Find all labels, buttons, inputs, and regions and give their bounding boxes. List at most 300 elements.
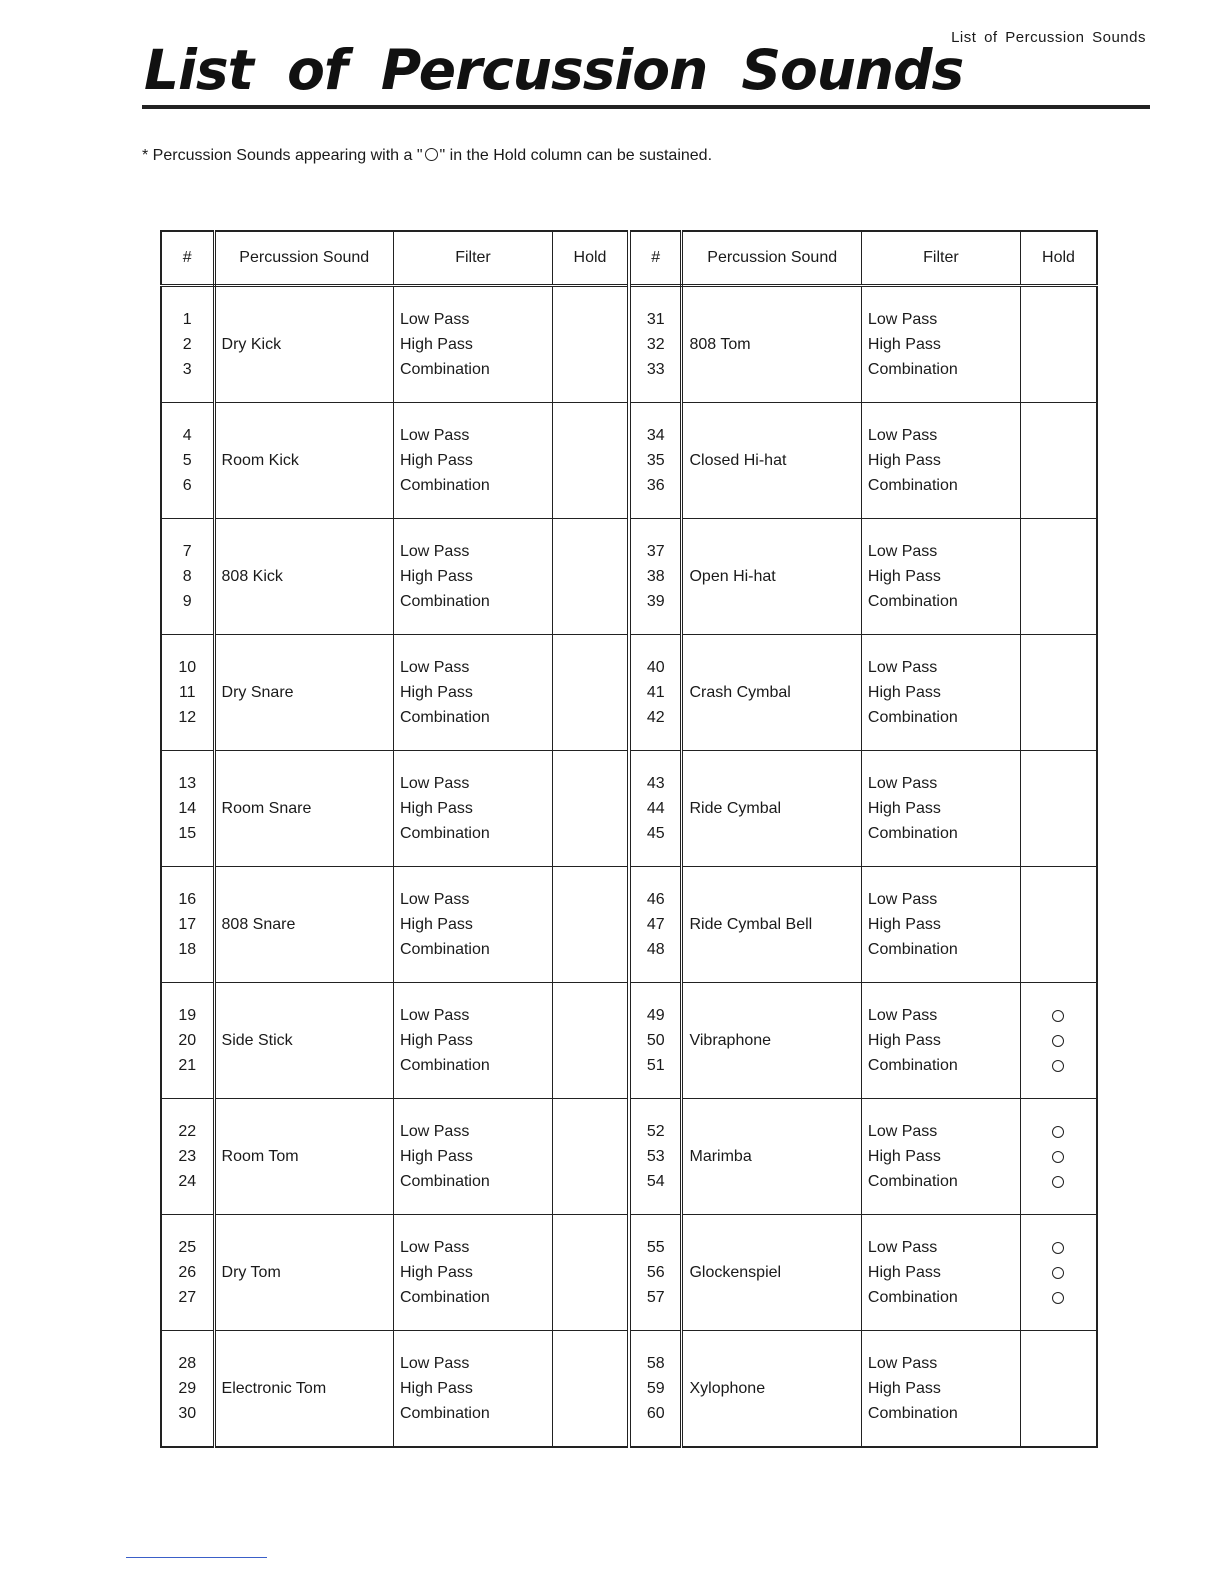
sound-number: 6 — [182, 477, 192, 494]
filter-type: High Pass — [399, 800, 473, 817]
hold-slot — [553, 887, 627, 912]
sound-name-cell — [214, 751, 393, 867]
sound-numbers-cell — [161, 751, 214, 867]
hold-slot — [553, 937, 627, 962]
filter-type: Combination — [399, 941, 490, 958]
filter-cell — [861, 1099, 1020, 1215]
hold-slot — [553, 705, 627, 730]
hold-slot — [553, 1144, 627, 1169]
filter-type: Low Pass — [867, 775, 938, 792]
sound-name: Side Stick — [221, 1031, 293, 1049]
hold-slot — [1021, 473, 1096, 498]
filter-type: High Pass — [867, 1264, 941, 1281]
sound-number: 9 — [182, 593, 192, 610]
sound-name: Closed Hi-hat — [689, 451, 787, 469]
hold-slot — [553, 473, 627, 498]
filter-cell — [393, 1099, 552, 1215]
filter-type: Combination — [867, 941, 958, 958]
sound-number: 4 — [182, 427, 192, 444]
sound-number: 20 — [178, 1032, 197, 1049]
hold-slot — [553, 448, 627, 473]
sound-numbers-cell — [161, 1099, 214, 1215]
sound-numbers-cell — [161, 867, 214, 983]
hold-slot — [553, 1028, 627, 1053]
filter-type: Combination — [399, 1173, 490, 1190]
filter-type: High Pass — [399, 1380, 473, 1397]
sound-number: 15 — [178, 825, 197, 842]
sound-name-cell — [682, 1215, 861, 1331]
sound-number: 58 — [646, 1355, 665, 1372]
sound-number: 22 — [178, 1123, 197, 1140]
sound-name: Dry Tom — [221, 1263, 281, 1281]
filter-type: High Pass — [399, 684, 473, 701]
sound-name-cell — [682, 751, 861, 867]
hold-slot — [553, 821, 627, 846]
sound-name: Glockenspiel — [689, 1263, 782, 1281]
sound-number: 44 — [646, 800, 665, 817]
hold-cell — [1020, 635, 1097, 751]
hold-slot — [1021, 705, 1096, 730]
filter-cell — [393, 1215, 552, 1331]
filter-type: High Pass — [867, 1380, 941, 1397]
sound-number: 23 — [178, 1148, 197, 1165]
sound-number: 45 — [646, 825, 665, 842]
filter-type: Low Pass — [867, 659, 938, 676]
hold-slot — [1021, 821, 1096, 846]
sound-name-cell — [682, 286, 861, 403]
hold-slot — [553, 1053, 627, 1078]
filter-type: Combination — [867, 825, 958, 842]
sound-number: 11 — [178, 684, 196, 701]
sound-number: 18 — [178, 941, 197, 958]
filter-cell — [861, 1331, 1020, 1448]
sound-number: 40 — [646, 659, 665, 676]
hold-slot — [553, 771, 627, 796]
title-rule — [142, 105, 1150, 109]
sound-number: 24 — [178, 1173, 197, 1190]
filter-type: High Pass — [867, 1032, 941, 1049]
sound-number: 10 — [178, 659, 197, 676]
sound-number: 12 — [178, 709, 197, 726]
sound-name: Marimba — [689, 1147, 752, 1165]
hold-slot — [1021, 655, 1096, 680]
hold-cell — [553, 867, 629, 983]
hold-slot — [553, 912, 627, 937]
running-head: List of Percussion Sounds — [951, 29, 1146, 46]
sound-number: 31 — [646, 311, 665, 328]
hold-circle-icon — [1052, 1010, 1064, 1022]
filter-type: Combination — [399, 593, 490, 610]
filter-cell — [393, 403, 552, 519]
table-row — [161, 1215, 1097, 1331]
hold-slot — [553, 1003, 627, 1028]
hold-slot — [1021, 332, 1096, 357]
hold-slot — [1021, 1053, 1096, 1078]
filter-type: Combination — [867, 361, 958, 378]
sound-name-cell — [682, 1099, 861, 1215]
hold-cell — [553, 751, 629, 867]
hold-slot — [1021, 307, 1096, 332]
hold-cell — [553, 286, 629, 403]
filter-type: Combination — [399, 477, 490, 494]
filter-type: High Pass — [399, 1148, 473, 1165]
hold-slot — [1021, 796, 1096, 821]
sound-number: 56 — [646, 1264, 665, 1281]
sound-name: Dry Snare — [221, 683, 294, 701]
sound-name: Room Snare — [221, 799, 312, 817]
sound-name-cell — [214, 1331, 393, 1448]
column-header-hold: Hold — [1020, 231, 1097, 286]
hold-slot — [1021, 564, 1096, 589]
sound-name: 808 Tom — [689, 335, 751, 353]
hold-slot — [553, 539, 627, 564]
sound-numbers-cell — [629, 983, 682, 1099]
sound-number: 21 — [178, 1057, 197, 1074]
hold-circle-icon — [1052, 1242, 1064, 1254]
percussion-table — [160, 230, 1098, 1448]
sound-number: 47 — [646, 916, 665, 933]
sound-name: Room Tom — [221, 1147, 299, 1165]
filter-type: Combination — [399, 825, 490, 842]
sound-number: 57 — [646, 1289, 665, 1306]
filter-type: Low Pass — [867, 1355, 938, 1372]
sound-name: Electronic Tom — [221, 1379, 327, 1397]
hold-slot — [553, 1351, 627, 1376]
filter-type: Combination — [867, 593, 958, 610]
hold-cell — [1020, 1331, 1097, 1448]
hold-slot — [553, 307, 627, 332]
hold-slot — [553, 1260, 627, 1285]
sound-number: 5 — [182, 452, 192, 469]
hold-slot — [1021, 357, 1096, 382]
sound-name-cell — [214, 1099, 393, 1215]
hold-slot — [553, 332, 627, 357]
sound-name: Ride Cymbal — [689, 799, 782, 817]
sound-number: 54 — [646, 1173, 665, 1190]
sound-numbers-cell — [629, 403, 682, 519]
page-title: List of Percussion Sounds — [144, 38, 964, 102]
sound-name-cell — [682, 1331, 861, 1448]
hold-slot — [553, 357, 627, 382]
sound-number: 32 — [646, 336, 665, 353]
hold-circle-icon — [1052, 1176, 1064, 1188]
filter-type: Low Pass — [399, 1007, 470, 1024]
hold-circle-icon — [1052, 1267, 1064, 1279]
sound-numbers-cell — [161, 983, 214, 1099]
filter-type: High Pass — [399, 452, 473, 469]
filter-cell — [861, 751, 1020, 867]
filter-type: High Pass — [867, 800, 941, 817]
filter-type: Low Pass — [399, 891, 470, 908]
column-header-filter: Filter — [393, 231, 552, 286]
sound-name-cell — [214, 635, 393, 751]
filter-cell — [393, 983, 552, 1099]
sound-number: 29 — [178, 1380, 197, 1397]
hold-cell — [1020, 1215, 1097, 1331]
hold-note-prefix: * Percussion Sounds appearing with a " — [142, 147, 423, 164]
sound-number: 3 — [182, 361, 192, 378]
sound-name: Open Hi-hat — [689, 567, 776, 585]
filter-cell — [861, 286, 1020, 403]
filter-type: High Pass — [867, 336, 941, 353]
filter-cell — [861, 519, 1020, 635]
table-row — [161, 751, 1097, 867]
filter-type: Low Pass — [399, 543, 470, 560]
filter-type: Low Pass — [399, 1355, 470, 1372]
sound-number: 37 — [646, 543, 665, 560]
hold-slot — [553, 655, 627, 680]
sound-name-cell — [214, 983, 393, 1099]
table-row — [161, 286, 1097, 403]
sound-name: 808 Kick — [221, 567, 283, 585]
hold-cell — [553, 635, 629, 751]
hold-circle-icon — [1052, 1151, 1064, 1163]
filter-type: High Pass — [399, 336, 473, 353]
hold-slot — [553, 564, 627, 589]
sound-name-cell — [682, 867, 861, 983]
hold-slot — [553, 1401, 627, 1426]
hold-slot — [553, 423, 627, 448]
sound-numbers-cell — [161, 519, 214, 635]
sound-numbers-cell — [629, 751, 682, 867]
sound-number: 42 — [646, 709, 665, 726]
sound-number: 48 — [646, 941, 665, 958]
sound-number: 14 — [178, 800, 197, 817]
table-row — [161, 403, 1097, 519]
table-row — [161, 1331, 1097, 1448]
sound-name: Room Kick — [221, 451, 299, 469]
hold-slot — [1021, 680, 1096, 705]
sound-number: 27 — [178, 1289, 197, 1306]
sound-name-cell — [682, 519, 861, 635]
hold-slot — [1021, 937, 1096, 962]
hold-circle-icon — [1052, 1060, 1064, 1072]
sound-number: 35 — [646, 452, 665, 469]
sound-number: 1 — [182, 311, 192, 328]
sound-number: 30 — [178, 1405, 197, 1422]
sound-numbers-cell — [161, 1331, 214, 1448]
sound-numbers-cell — [629, 1215, 682, 1331]
hold-slot — [1021, 539, 1096, 564]
hold-cell — [1020, 867, 1097, 983]
filter-type: Combination — [867, 1289, 958, 1306]
sound-name-cell — [214, 403, 393, 519]
hold-slot — [1021, 1003, 1096, 1028]
hold-slot — [553, 1285, 627, 1310]
sound-numbers-cell — [161, 286, 214, 403]
sound-number: 33 — [646, 361, 665, 378]
sound-number: 41 — [646, 684, 665, 701]
table-body — [161, 286, 1097, 1448]
filter-type: Combination — [399, 1289, 490, 1306]
hold-cell — [1020, 1099, 1097, 1215]
filter-type: High Pass — [867, 568, 941, 585]
hold-cell — [553, 1215, 629, 1331]
sound-name: Crash Cymbal — [689, 683, 791, 701]
sound-name: Xylophone — [689, 1379, 766, 1397]
filter-type: Low Pass — [399, 311, 470, 328]
hold-slot — [1021, 1285, 1096, 1310]
filter-type: Low Pass — [867, 1007, 938, 1024]
hold-slot — [1021, 423, 1096, 448]
sound-number: 7 — [182, 543, 192, 560]
sound-number: 28 — [178, 1355, 197, 1372]
sound-number: 39 — [646, 593, 665, 610]
filter-type: Low Pass — [867, 543, 938, 560]
filter-type: High Pass — [867, 684, 941, 701]
hold-cell — [1020, 519, 1097, 635]
sound-number: 13 — [178, 775, 197, 792]
filter-cell — [393, 286, 552, 403]
hold-slot — [553, 680, 627, 705]
hold-circle-icon — [1052, 1126, 1064, 1138]
filter-type: Low Pass — [867, 1123, 938, 1140]
filter-type: Combination — [399, 1057, 490, 1074]
table-row — [161, 519, 1097, 635]
hold-slot — [553, 1376, 627, 1401]
sound-number: 46 — [646, 891, 665, 908]
table-row — [161, 983, 1097, 1099]
sound-number: 52 — [646, 1123, 665, 1140]
filter-type: Low Pass — [867, 311, 938, 328]
hold-circle-icon — [1052, 1035, 1064, 1047]
hold-slot — [1021, 1351, 1096, 1376]
sound-number: 38 — [646, 568, 665, 585]
column-header-number: # — [161, 231, 214, 286]
hold-slot — [1021, 1401, 1096, 1426]
filter-type: High Pass — [399, 568, 473, 585]
hold-slot — [1021, 1169, 1096, 1194]
sound-number: 16 — [178, 891, 197, 908]
sound-number: 34 — [646, 427, 665, 444]
hold-slot — [553, 589, 627, 614]
hold-slot — [1021, 1144, 1096, 1169]
hold-cell — [553, 1099, 629, 1215]
filter-type: Low Pass — [399, 1123, 470, 1140]
filter-type: High Pass — [399, 1032, 473, 1049]
sound-number: 17 — [178, 916, 197, 933]
filter-cell — [861, 635, 1020, 751]
sound-number: 19 — [178, 1007, 197, 1024]
sound-name-cell — [214, 286, 393, 403]
hold-cell — [1020, 983, 1097, 1099]
filter-type: High Pass — [399, 916, 473, 933]
sound-name-cell — [214, 867, 393, 983]
filter-type: High Pass — [867, 1148, 941, 1165]
sound-number: 25 — [178, 1239, 197, 1256]
column-header-sound: Percussion Sound — [214, 231, 393, 286]
filter-type: Low Pass — [399, 1239, 470, 1256]
sound-name: Ride Cymbal Bell — [689, 915, 813, 933]
column-header-sound: Percussion Sound — [682, 231, 861, 286]
hold-note-suffix: " in the Hold column can be sustained. — [439, 147, 713, 164]
hold-slot — [553, 1169, 627, 1194]
table-row — [161, 1099, 1097, 1215]
sound-number: 50 — [646, 1032, 665, 1049]
filter-cell — [861, 1215, 1020, 1331]
sound-name-cell — [682, 635, 861, 751]
column-header-filter: Filter — [861, 231, 1020, 286]
column-header-hold: Hold — [553, 231, 629, 286]
sound-numbers-cell — [629, 1099, 682, 1215]
sound-name: 808 Snare — [221, 915, 296, 933]
sound-name: Dry Kick — [221, 335, 282, 353]
hold-cell — [1020, 751, 1097, 867]
hold-slot — [1021, 912, 1096, 937]
sound-name-cell — [214, 519, 393, 635]
hold-circle-icon — [1052, 1292, 1064, 1304]
filter-type: High Pass — [867, 916, 941, 933]
filter-type: Low Pass — [867, 891, 938, 908]
hold-cell — [553, 519, 629, 635]
hold-slot — [1021, 1235, 1096, 1260]
sound-name: Vibraphone — [689, 1031, 772, 1049]
filter-type: Combination — [867, 1057, 958, 1074]
filter-type: Low Pass — [867, 1239, 938, 1256]
filter-type: Combination — [399, 1405, 490, 1422]
hold-slot — [1021, 589, 1096, 614]
sound-numbers-cell — [161, 403, 214, 519]
filter-type: Low Pass — [867, 427, 938, 444]
hold-slot — [1021, 1028, 1096, 1053]
hold-slot — [553, 1119, 627, 1144]
hold-slot — [1021, 1260, 1096, 1285]
filter-cell — [393, 519, 552, 635]
filter-cell — [861, 983, 1020, 1099]
sound-number: 51 — [646, 1057, 665, 1074]
hold-note — [142, 147, 712, 165]
hold-slot — [1021, 887, 1096, 912]
filter-type: Low Pass — [399, 775, 470, 792]
column-header-number: # — [629, 231, 682, 286]
hold-slot — [1021, 1376, 1096, 1401]
sound-numbers-cell — [629, 867, 682, 983]
filter-type: Combination — [399, 361, 490, 378]
hold-slot — [553, 1235, 627, 1260]
filter-type: Combination — [867, 477, 958, 494]
sound-number: 36 — [646, 477, 665, 494]
hold-cell — [1020, 403, 1097, 519]
filter-type: Combination — [867, 1405, 958, 1422]
filter-cell — [393, 635, 552, 751]
sound-number: 8 — [182, 568, 192, 585]
sound-name-cell — [682, 403, 861, 519]
filter-cell — [861, 867, 1020, 983]
sound-number: 53 — [646, 1148, 665, 1165]
hold-cell — [1020, 286, 1097, 403]
sound-number: 60 — [646, 1405, 665, 1422]
table-header-row — [161, 231, 1097, 286]
filter-type: Low Pass — [399, 427, 470, 444]
table-row — [161, 867, 1097, 983]
filter-type: Low Pass — [399, 659, 470, 676]
hold-circle-icon — [425, 148, 438, 161]
filter-type: Combination — [399, 709, 490, 726]
sound-numbers-cell — [629, 1331, 682, 1448]
sound-number: 2 — [182, 336, 192, 353]
hold-slot — [1021, 448, 1096, 473]
filter-cell — [393, 1331, 552, 1448]
sound-numbers-cell — [629, 519, 682, 635]
sound-number: 55 — [646, 1239, 665, 1256]
footer-rule — [126, 1557, 267, 1558]
sound-numbers-cell — [629, 635, 682, 751]
filter-cell — [393, 867, 552, 983]
sound-number: 26 — [178, 1264, 197, 1281]
hold-slot — [553, 796, 627, 821]
filter-type: Combination — [867, 709, 958, 726]
hold-slot — [1021, 771, 1096, 796]
